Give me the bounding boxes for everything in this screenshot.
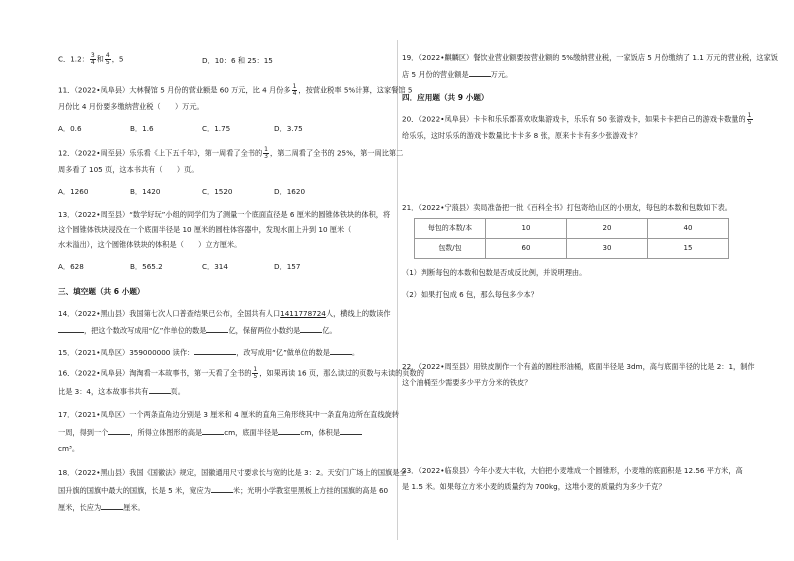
q12-line1: 12．（2022•周至县）乐乐看《上下五千年》，第一周看了全书的 $\frac{1}{3}$ ，第二周看了全书的 25%，第一周比第二 — [58, 146, 404, 160]
q18-line2: 国升旗的国旗中最大的国旗，长是 5 米，宽应为 米；光明小学教室里黑板上方挂的国旗的高是 60 — [58, 486, 389, 495]
q14-line1: 14．（2022•黑山县）我国第七次人口普查结果已公布，全国共有人口1411778724人，横线上的数读作 — [58, 309, 391, 318]
answer-blank[interactable] — [58, 325, 84, 333]
q17-line3: cm³。 — [58, 444, 80, 453]
q23-line2: 是 1.5 米。如果每立方米小麦的质量约为 700kg，这堆小麦的质量约为多少千克？ — [402, 482, 666, 491]
q10-option-d: D．10：6 和 25：15 — [202, 56, 273, 65]
q14-underlined-number: 1411778724 — [280, 309, 326, 318]
table-row — [415, 219, 729, 239]
q16-line2: 比是 3：4，这本故事书共有 页。 — [58, 387, 185, 396]
q11-option-b: B．1.6 — [130, 124, 154, 133]
answer-blank[interactable] — [278, 427, 300, 435]
table-row-label: 每包的本数/本 — [415, 219, 486, 239]
answer-blank[interactable] — [340, 427, 362, 435]
q16-line1: 16．（2022•凤阜县）淘淘看一本故事书，第一天看了全书的 $\frac{1}{5}$ ，如果再读 16 页，那么读过的页数与未读的页数的 — [58, 366, 424, 380]
answer-blank[interactable] — [149, 386, 171, 394]
q11-option-a: A．0.6 — [58, 124, 82, 133]
q14-line2: ，把这个数改写成用“亿”作单位的数是 亿，保留两位小数约是 亿。 — [58, 325, 337, 335]
q12-option-a: A．1260 — [58, 187, 89, 196]
q21-line1: 21．（2022•宁蒗县）卖局准备把一批《百科全书》打包寄给山区的小朋友，每包的本数和包数如下表。 — [402, 203, 732, 212]
q19-line1: 19．（2022•麒麟区）餐饮业营业额要按营业额的 5%缴纳营业税，一家饭店 5 月份缴纳了 1.1 万元的营业税，这家饭 — [402, 53, 778, 62]
q13-option-b: B．565.2 — [130, 262, 163, 271]
table-cell: 40 — [648, 219, 729, 239]
answer-blank[interactable] — [194, 347, 236, 355]
q18-line1: 18．（2022•黑山县）我国《国徽法》规定，国徽通用尺寸要求长与宽的比是 3：2。天安门广场上的国旗是全 — [58, 468, 407, 477]
section-heading-word-problems: 四．应用题（共 9 小题） — [402, 93, 489, 102]
column-divider — [397, 40, 398, 540]
q13-line3: 水未溢出），这个圆锥体铁块的体积是（ ）立方厘米。 — [58, 240, 242, 249]
q17-line1: 17．（2021•凤阜区）一个两条直角边分别是 3 厘米和 4 厘米的直角三角形绕其中一条直角边所在直线旋转 — [58, 410, 400, 419]
table-cell: 30 — [567, 239, 648, 259]
q21-sub2: （2）如果打包成 6 包，那么每包多少本？ — [402, 290, 538, 299]
q15-line: 15．（2021•凤阜区）359000000 读作： ，改写成用“亿”做单位的数是 。 — [58, 348, 360, 357]
q22-line2: 这个油桶至少需要多少平方分米的铁皮？ — [402, 378, 532, 387]
q12-option-b: B．1420 — [130, 187, 161, 196]
section-heading-fill-blank: 三、填空题（共 6 小题） — [58, 287, 145, 296]
q20-line2: 给乐乐，这时乐乐的游戏卡数量比卡卡多 8 张，原来卡卡有多少张游戏卡？ — [402, 131, 642, 140]
q23-line1: 23．（2022•临泉县）今年小麦大丰收，大伯把小麦堆成一个圆锥形，小麦堆的底面积是 12.56 平方米，高 — [402, 466, 743, 475]
q17-line2: 一周，得到一个 ，所得立体图形的高是 cm，底面半径是 cm，体积是 — [58, 427, 362, 437]
answer-blank[interactable] — [300, 325, 322, 333]
q13-option-a: A．628 — [58, 262, 84, 271]
answer-blank[interactable] — [202, 427, 224, 435]
q19-line2: 店 5 月份的营业额是 万元。 — [402, 70, 513, 79]
q21-table — [414, 218, 729, 259]
q12-line2: 周多看了 105 页，这本书共有（ ）页。 — [58, 165, 199, 174]
answer-blank[interactable] — [211, 485, 233, 493]
q10-option-c: C．1.2： $\frac{3}{4}$ 和 $\frac{4}{5}$ ，5 — [58, 52, 124, 66]
table-row — [415, 239, 729, 259]
table-cell: 20 — [567, 219, 648, 239]
table-cell: 15 — [648, 239, 729, 259]
q13-line2: 这个圆锥体铁块浸没在一个底面半径是 10 厘米的圆柱体容器中，发现水面上升到 10 厘米（ — [58, 225, 352, 234]
q18-line3: 厘米，长应为 厘米。 — [58, 503, 145, 512]
q11-option-d: D．3.75 — [274, 124, 303, 133]
q12-option-c: C．1520 — [202, 187, 233, 196]
q20-line1: 20．（2022•凤阜县）卡卡和乐乐都喜欢收集游戏卡，乐乐有 50 张游戏卡，如果卡卡把自己的游戏卡数量的 $\frac{1}{5}$ — [402, 112, 752, 126]
q11-line2: 月份比 4 月份要多缴纳营业税（ ）万元。 — [58, 102, 204, 111]
answer-blank[interactable] — [330, 347, 352, 355]
q13-line1: 13．（2022•周至县）“数学好玩”小组的同学们为了测量一个底面直径是 6 厘米的圆锥体铁块的体积，将 — [58, 210, 391, 219]
q12-option-d: D．1620 — [274, 187, 306, 196]
q21-sub1: （1）判断每包的本数和包数是否成反比例，并说明理由。 — [402, 268, 587, 277]
q13-option-c: C．314 — [202, 262, 228, 271]
table-cell: 60 — [486, 239, 567, 259]
answer-blank[interactable] — [101, 502, 123, 510]
answer-blank[interactable] — [108, 427, 130, 435]
q11-option-c: C．1.75 — [202, 124, 231, 133]
table-cell: 10 — [486, 219, 567, 239]
q13-option-d: D．157 — [274, 262, 301, 271]
table-row-label: 包数/包 — [415, 239, 486, 259]
q22-line1: 22．（2022•周至县）用铁皮制作一个有盖的圆柱形油桶，底面半径是 3dm，高与底面半径的比是 2：1，制作 — [402, 362, 755, 371]
answer-blank[interactable] — [206, 325, 228, 333]
answer-blank[interactable] — [469, 69, 491, 77]
q11-line1: 11．（2022•凤阜县）大林餐馆 5 月份的营业额是 60 万元，比 4 月份多 $\frac{1}{4}$ ，按营业税率 5%计算，这家餐馆 5 — [58, 83, 413, 97]
